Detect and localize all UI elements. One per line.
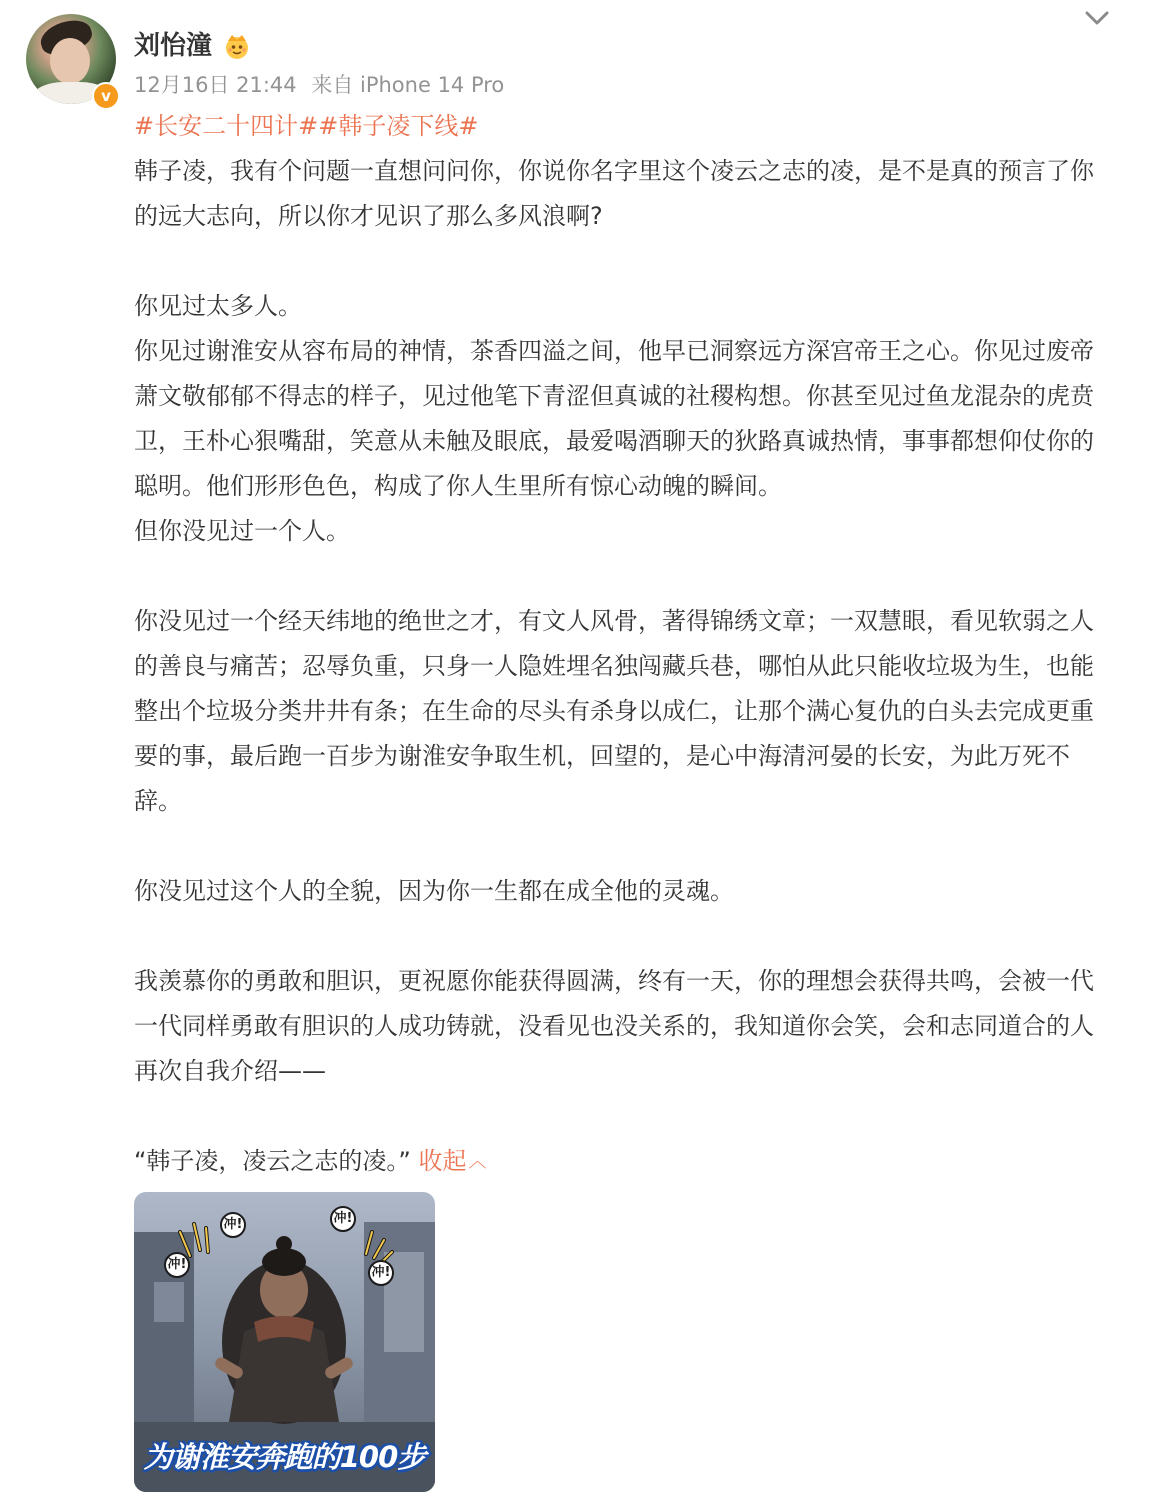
post-last-line (134, 1139, 1114, 1184)
hashtag-line (134, 104, 1114, 149)
post-paragraph: 我羡慕你的勇敢和胆识，更祝愿你能获得圆满，终有一天，你的理想会获得共鸣，会被一代一代同样勇敢有胆识的人成功铸就，没看见也没关系的，我知道你会笑，会和志同道合的人再次自我介绍—— (134, 967, 1094, 1085)
paragraph-spacer (134, 239, 1114, 284)
username[interactable]: 刘怡潼 (134, 31, 213, 61)
post-source: 来自 iPhone 14 Pro (311, 73, 505, 97)
sfx-badge: 冲! (368, 1260, 394, 1286)
post-paragraph: 你没见过这个人的全貌，因为你一生都在成全他的灵魂。 (134, 877, 734, 905)
post-paragraph: 但你没见过一个人。 (134, 517, 350, 545)
chevron-down-icon[interactable] (1082, 6, 1112, 30)
post-paragraph: 你见过太多人。 (134, 292, 302, 320)
quote-text: “韩子凌，凌云之志的凌。” (134, 1147, 411, 1175)
post-paragraph: 你没见过一个经天纬地的绝世之才，有文人风骨，著得锦绣文章；一双慧眼，看见软弱之人的善良与痛苦；忍辱负重，只身一人隐姓埋名独闯藏兵巷，哪怕从此只能收垃圾为生，也能整出个垃圾分类井井有条；在生命的尽头有杀身以成仁，让那个满心复仇的白头去完成更重要的事，最后跑一百步为谢淮安争取生机，回望的，是心中海清河晏的长安，为此万死不辞。 (134, 607, 1094, 815)
post-timestamp[interactable]: 12月16日 21:44 (134, 73, 297, 97)
avatar-face (50, 38, 90, 84)
hashtag-link[interactable]: #韩子凌下线# (318, 112, 479, 140)
post-paragraph: 韩子凌，我有个问题一直想问问你，你说你名字里这个凌云之志的凌，是不是真的预言了你的远大志向，所以你才见识了那么多风浪啊? (134, 157, 1094, 230)
chevron-up-icon[interactable]: ︿ (468, 1151, 487, 1172)
vip-crown-icon[interactable] (222, 31, 252, 61)
sfx-badge: 冲! (164, 1252, 190, 1278)
post-body (134, 104, 1114, 1184)
post-paragraph: 你见过谢淮安从容布局的神情，茶香四溢之间，他早已洞察远方深宫帝王之心。你见过废帝萧文敬郁郁不得志的样子，见过他笔下青涩但真诚的社稷构想。你甚至见过鱼龙混杂的虎贲卫，王朴心狠嘴甜，笑意从未触及眼底，最爱喝酒聊天的狄路真诚热情，事事都想仰仗你的聪明。他们形形色色，构成了你人生里所有惊心动魄的瞬间。 (134, 337, 1094, 500)
collapse-label[interactable]: 收起 (418, 1147, 467, 1175)
collapse-button[interactable] (419, 1147, 487, 1175)
sfx-badge: 冲! (220, 1212, 246, 1238)
verified-badge-icon: v (92, 82, 120, 110)
hashtag-link[interactable]: #长安二十四计# (134, 112, 319, 140)
paragraph-spacer (134, 914, 1114, 959)
paragraph-spacer (134, 1094, 1114, 1139)
paragraph-spacer (134, 824, 1114, 869)
post-meta (134, 70, 504, 100)
paragraph-spacer (134, 554, 1114, 599)
sfx-badge: 冲! (330, 1206, 356, 1232)
post-gif-image[interactable] (134, 1192, 435, 1492)
gif-caption: 为谢淮安奔跑的100步 (143, 1440, 426, 1474)
